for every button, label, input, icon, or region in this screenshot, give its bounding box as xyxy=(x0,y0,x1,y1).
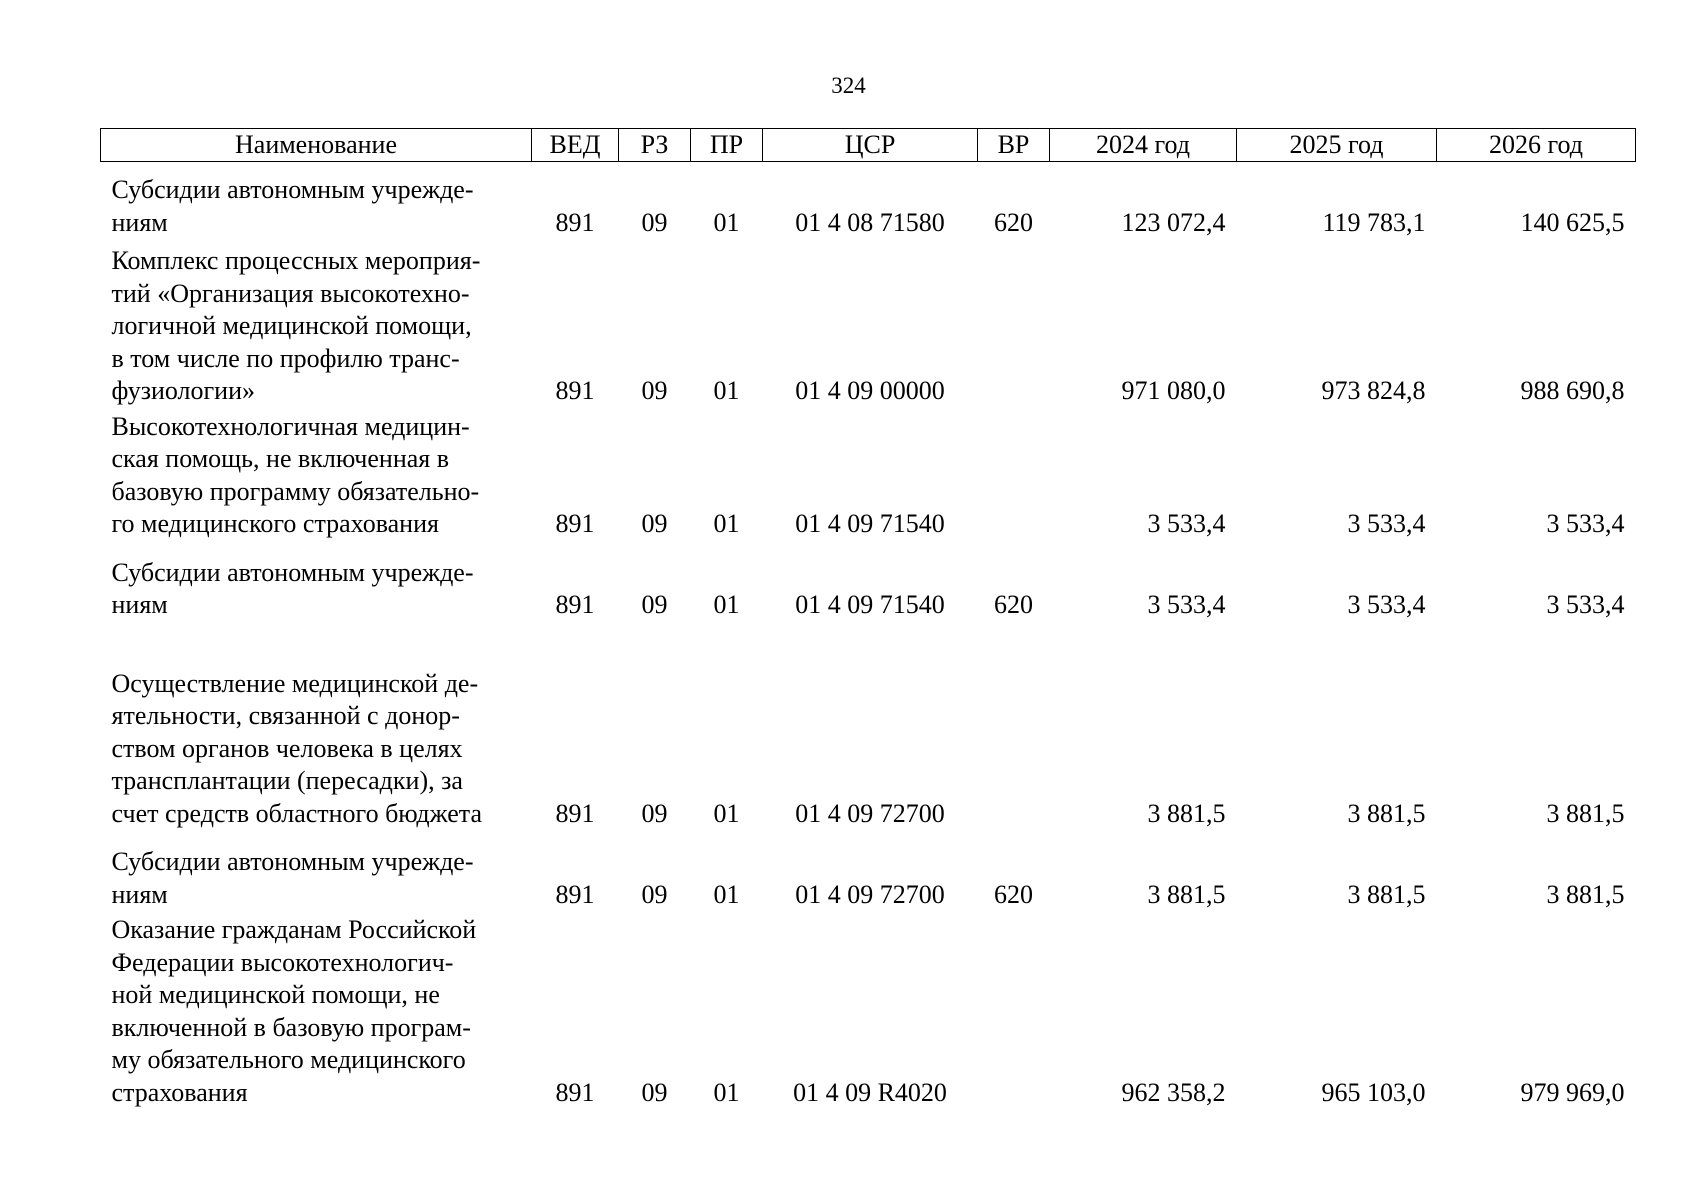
row-csr: 01 4 09 R4020 xyxy=(793,1077,947,1107)
table-row xyxy=(101,830,1636,911)
row-csr: 01 4 09 71540 xyxy=(795,590,945,619)
row-rz: 09 xyxy=(641,1077,668,1107)
row-ved: 891 xyxy=(555,207,595,237)
table-row xyxy=(101,622,1636,831)
budget-table xyxy=(100,128,1636,1109)
row-pr: 01 xyxy=(713,207,740,237)
row-vr xyxy=(978,622,1050,831)
table-row xyxy=(101,541,1636,622)
row-2025: 3 533,4 xyxy=(1347,509,1426,538)
row-rz: 09 xyxy=(641,590,668,619)
table-row xyxy=(101,239,1636,408)
header-ved: ВЕД xyxy=(532,129,619,162)
row-2026: 988 690,8 xyxy=(1520,376,1625,405)
row-2024: 3 881,5 xyxy=(1147,798,1226,828)
header-csr: ЦСР xyxy=(763,129,978,162)
header-vr: ВР xyxy=(978,129,1050,162)
row-vr xyxy=(978,239,1050,408)
row-2025: 119 783,1 xyxy=(1322,207,1426,237)
row-vr xyxy=(978,911,1050,1109)
row-2026: 3 881,5 xyxy=(1546,798,1625,828)
row-2024: 962 358,2 xyxy=(1121,1077,1226,1107)
row-2024: 971 080,0 xyxy=(1121,376,1226,405)
row-ved: 891 xyxy=(555,590,595,619)
row-csr: 01 4 09 72700 xyxy=(795,879,945,909)
row-2025: 3 881,5 xyxy=(1347,879,1426,909)
row-2025: 3 881,5 xyxy=(1347,798,1426,828)
row-name: Оказание гражданам Российской Федерации высокотехнологич- ной медицинской помощи, не включенной в базовую програм- му обязательного медицинского страхования xyxy=(111,915,477,1107)
row-rz: 09 xyxy=(641,207,668,237)
row-ved: 891 xyxy=(555,1077,595,1107)
row-ved: 891 xyxy=(555,509,595,538)
header-2024: 2024 год xyxy=(1050,129,1237,162)
row-vr: 620 xyxy=(994,207,1033,237)
row-pr: 01 xyxy=(713,1077,740,1107)
row-2024: 3 533,4 xyxy=(1147,509,1226,538)
row-rz: 09 xyxy=(641,879,668,909)
row-ved: 891 xyxy=(555,798,595,828)
table-row xyxy=(101,408,1636,541)
row-ved: 891 xyxy=(555,376,595,405)
row-vr: 620 xyxy=(994,590,1033,619)
header-pr: ПР xyxy=(691,129,763,162)
header-2025: 2025 год xyxy=(1237,129,1437,162)
row-2024: 3 533,4 xyxy=(1147,590,1226,619)
row-pr: 01 xyxy=(713,376,740,405)
header-name: Наименование xyxy=(101,129,532,162)
row-ved: 891 xyxy=(555,879,595,909)
table-row xyxy=(101,162,1636,240)
row-2025: 973 824,8 xyxy=(1321,376,1426,405)
row-2024: 3 881,5 xyxy=(1147,879,1226,909)
row-2024: 123 072,4 xyxy=(1121,207,1226,237)
row-name: Высокотехнологичная медицин- ская помощь, не включенная в базовую программу обязательно- го медицинского страхования xyxy=(111,411,480,538)
row-csr: 01 4 08 71580 xyxy=(795,207,945,237)
row-pr: 01 xyxy=(713,879,740,909)
table-row xyxy=(101,911,1636,1109)
row-2026: 3 533,4 xyxy=(1546,509,1625,538)
row-2026: 979 969,0 xyxy=(1520,1077,1625,1107)
row-2026: 3 533,4 xyxy=(1546,590,1625,619)
page-number: 324 xyxy=(831,73,866,98)
row-csr: 01 4 09 72700 xyxy=(795,798,945,828)
row-name: Субсидии автономным учрежде- ниям xyxy=(111,175,474,237)
header-rz: РЗ xyxy=(619,129,691,162)
row-rz: 09 xyxy=(641,509,668,538)
row-name: Субсидии автономным учрежде- ниям xyxy=(111,847,474,909)
row-csr: 01 4 09 00000 xyxy=(795,376,945,405)
row-csr: 01 4 09 71540 xyxy=(795,509,945,538)
row-pr: 01 xyxy=(713,590,740,619)
row-2025: 3 533,4 xyxy=(1347,590,1426,619)
row-name: Осуществление медицинской де- ятельности, связанной с донор- ством органов человека в целях трансплантации (пересадки), за счет средств областного бюджета xyxy=(111,668,483,828)
row-pr: 01 xyxy=(713,509,740,538)
table-header-row xyxy=(101,129,1636,162)
row-vr xyxy=(978,408,1050,541)
row-rz: 09 xyxy=(641,376,668,405)
row-name: Субсидии автономным учрежде- ниям xyxy=(111,557,474,619)
row-name: Комплекс процессных мероприя- тий «Организация высокотехно- логичной медицинской помощи, в том числе по профилю транс- фузиологии» xyxy=(111,246,481,405)
row-vr: 620 xyxy=(994,879,1033,909)
row-pr: 01 xyxy=(713,798,740,828)
row-2025: 965 103,0 xyxy=(1321,1077,1426,1107)
header-2026: 2026 год xyxy=(1437,129,1636,162)
row-2026: 140 625,5 xyxy=(1520,207,1625,237)
row-2026: 3 881,5 xyxy=(1546,879,1625,909)
row-rz: 09 xyxy=(641,798,668,828)
